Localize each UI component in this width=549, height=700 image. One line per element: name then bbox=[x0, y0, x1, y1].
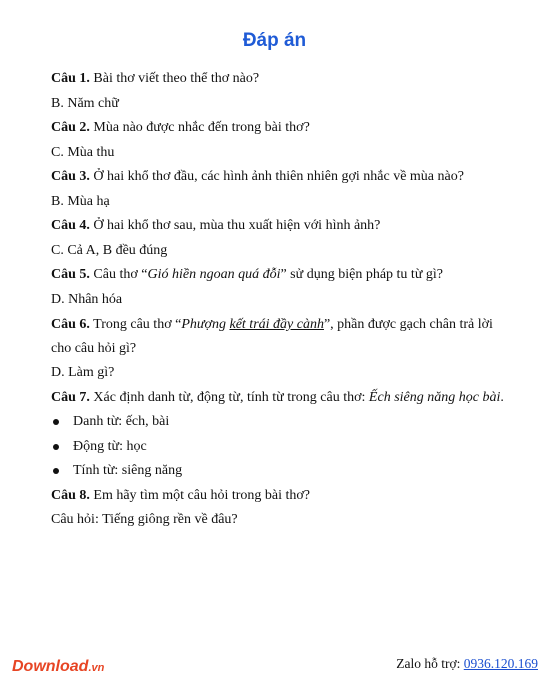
bullet-icon bbox=[53, 468, 59, 474]
question-label: Câu 1. bbox=[51, 71, 90, 86]
question-text: Ở hai khổ thơ đầu, các hình ảnh thiên nhiên gợi nhắc về mùa nào? bbox=[89, 169, 464, 184]
quoted-verse: Ếch siêng năng học bài bbox=[368, 389, 501, 405]
quoted-verse: Phượng bbox=[181, 317, 230, 332]
question-label: Câu 8. bbox=[51, 487, 90, 503]
bullet-icon bbox=[53, 419, 59, 425]
question-8 bbox=[51, 485, 511, 507]
quoted-verse: Gió hiền ngoan quá đỗi bbox=[147, 267, 281, 282]
question-text-pre: Xác định danh từ, động từ, tính từ trong câu thơ: bbox=[89, 389, 369, 405]
question-label: Câu 3. bbox=[51, 169, 90, 184]
question-label: Câu 7. bbox=[51, 389, 90, 405]
question-text-post: ” sử dụng biện pháp tu từ gì? bbox=[280, 267, 444, 282]
question-text: Em hãy tìm một câu hỏi trong bài thơ? bbox=[89, 487, 310, 503]
phone-link[interactable]: 0936.120.169 bbox=[463, 656, 538, 671]
bullet-icon bbox=[53, 444, 59, 450]
question-text: Mùa nào được nhắc đến trong bài thơ? bbox=[89, 120, 310, 135]
download-logo[interactable]: Download.vn bbox=[12, 658, 105, 675]
underlined-phrase: kết trái đầy cành bbox=[229, 317, 324, 332]
answer-5: D. Nhân hóa bbox=[51, 291, 123, 307]
list-item: Động từ: học bbox=[51, 436, 511, 458]
list-item: Tính từ: siêng năng bbox=[51, 460, 511, 482]
question-3 bbox=[51, 166, 511, 188]
question-text-post: . bbox=[500, 389, 504, 405]
question-label: Câu 2. bbox=[51, 120, 90, 135]
question-text-post: ”, phần được gạch chân trả lời cho câu hỏi gì? bbox=[51, 317, 493, 356]
list-item: Danh từ: ếch, bài bbox=[51, 411, 511, 433]
question-5 bbox=[51, 264, 511, 286]
answer-4: C. Cả A, B đều đúng bbox=[51, 242, 168, 258]
answer-6: D. Làm gì? bbox=[51, 365, 115, 380]
answer-8: Câu hỏi: Tiếng giông rền về đâu? bbox=[51, 512, 238, 527]
question-text-pre: Câu thơ “ bbox=[89, 267, 148, 282]
question-4 bbox=[51, 215, 511, 237]
question-text-pre: Trong câu thơ “ bbox=[89, 317, 182, 332]
answer-content bbox=[51, 68, 511, 534]
zalo-support bbox=[396, 656, 538, 672]
question-label: Câu 5. bbox=[51, 267, 90, 282]
question-label: Câu 4. bbox=[51, 218, 90, 233]
answer-2: C. Mùa thu bbox=[51, 144, 115, 160]
question-1 bbox=[51, 68, 511, 90]
question-label: Câu 6. bbox=[51, 317, 90, 332]
question-6 bbox=[51, 313, 511, 361]
question-7 bbox=[51, 387, 511, 409]
answer-1: B. Năm chữ bbox=[51, 95, 119, 111]
question-text: Ở hai khổ thơ sau, mùa thu xuất hiện với hình ảnh? bbox=[89, 218, 381, 233]
question-text: Bài thơ viết theo thể thơ nào? bbox=[89, 71, 260, 86]
support-label: Zalo hỗ trợ: bbox=[396, 656, 464, 671]
answer-3: B. Mùa hạ bbox=[51, 193, 110, 209]
page-title: Đáp án bbox=[242, 30, 307, 51]
question-2 bbox=[51, 117, 511, 139]
